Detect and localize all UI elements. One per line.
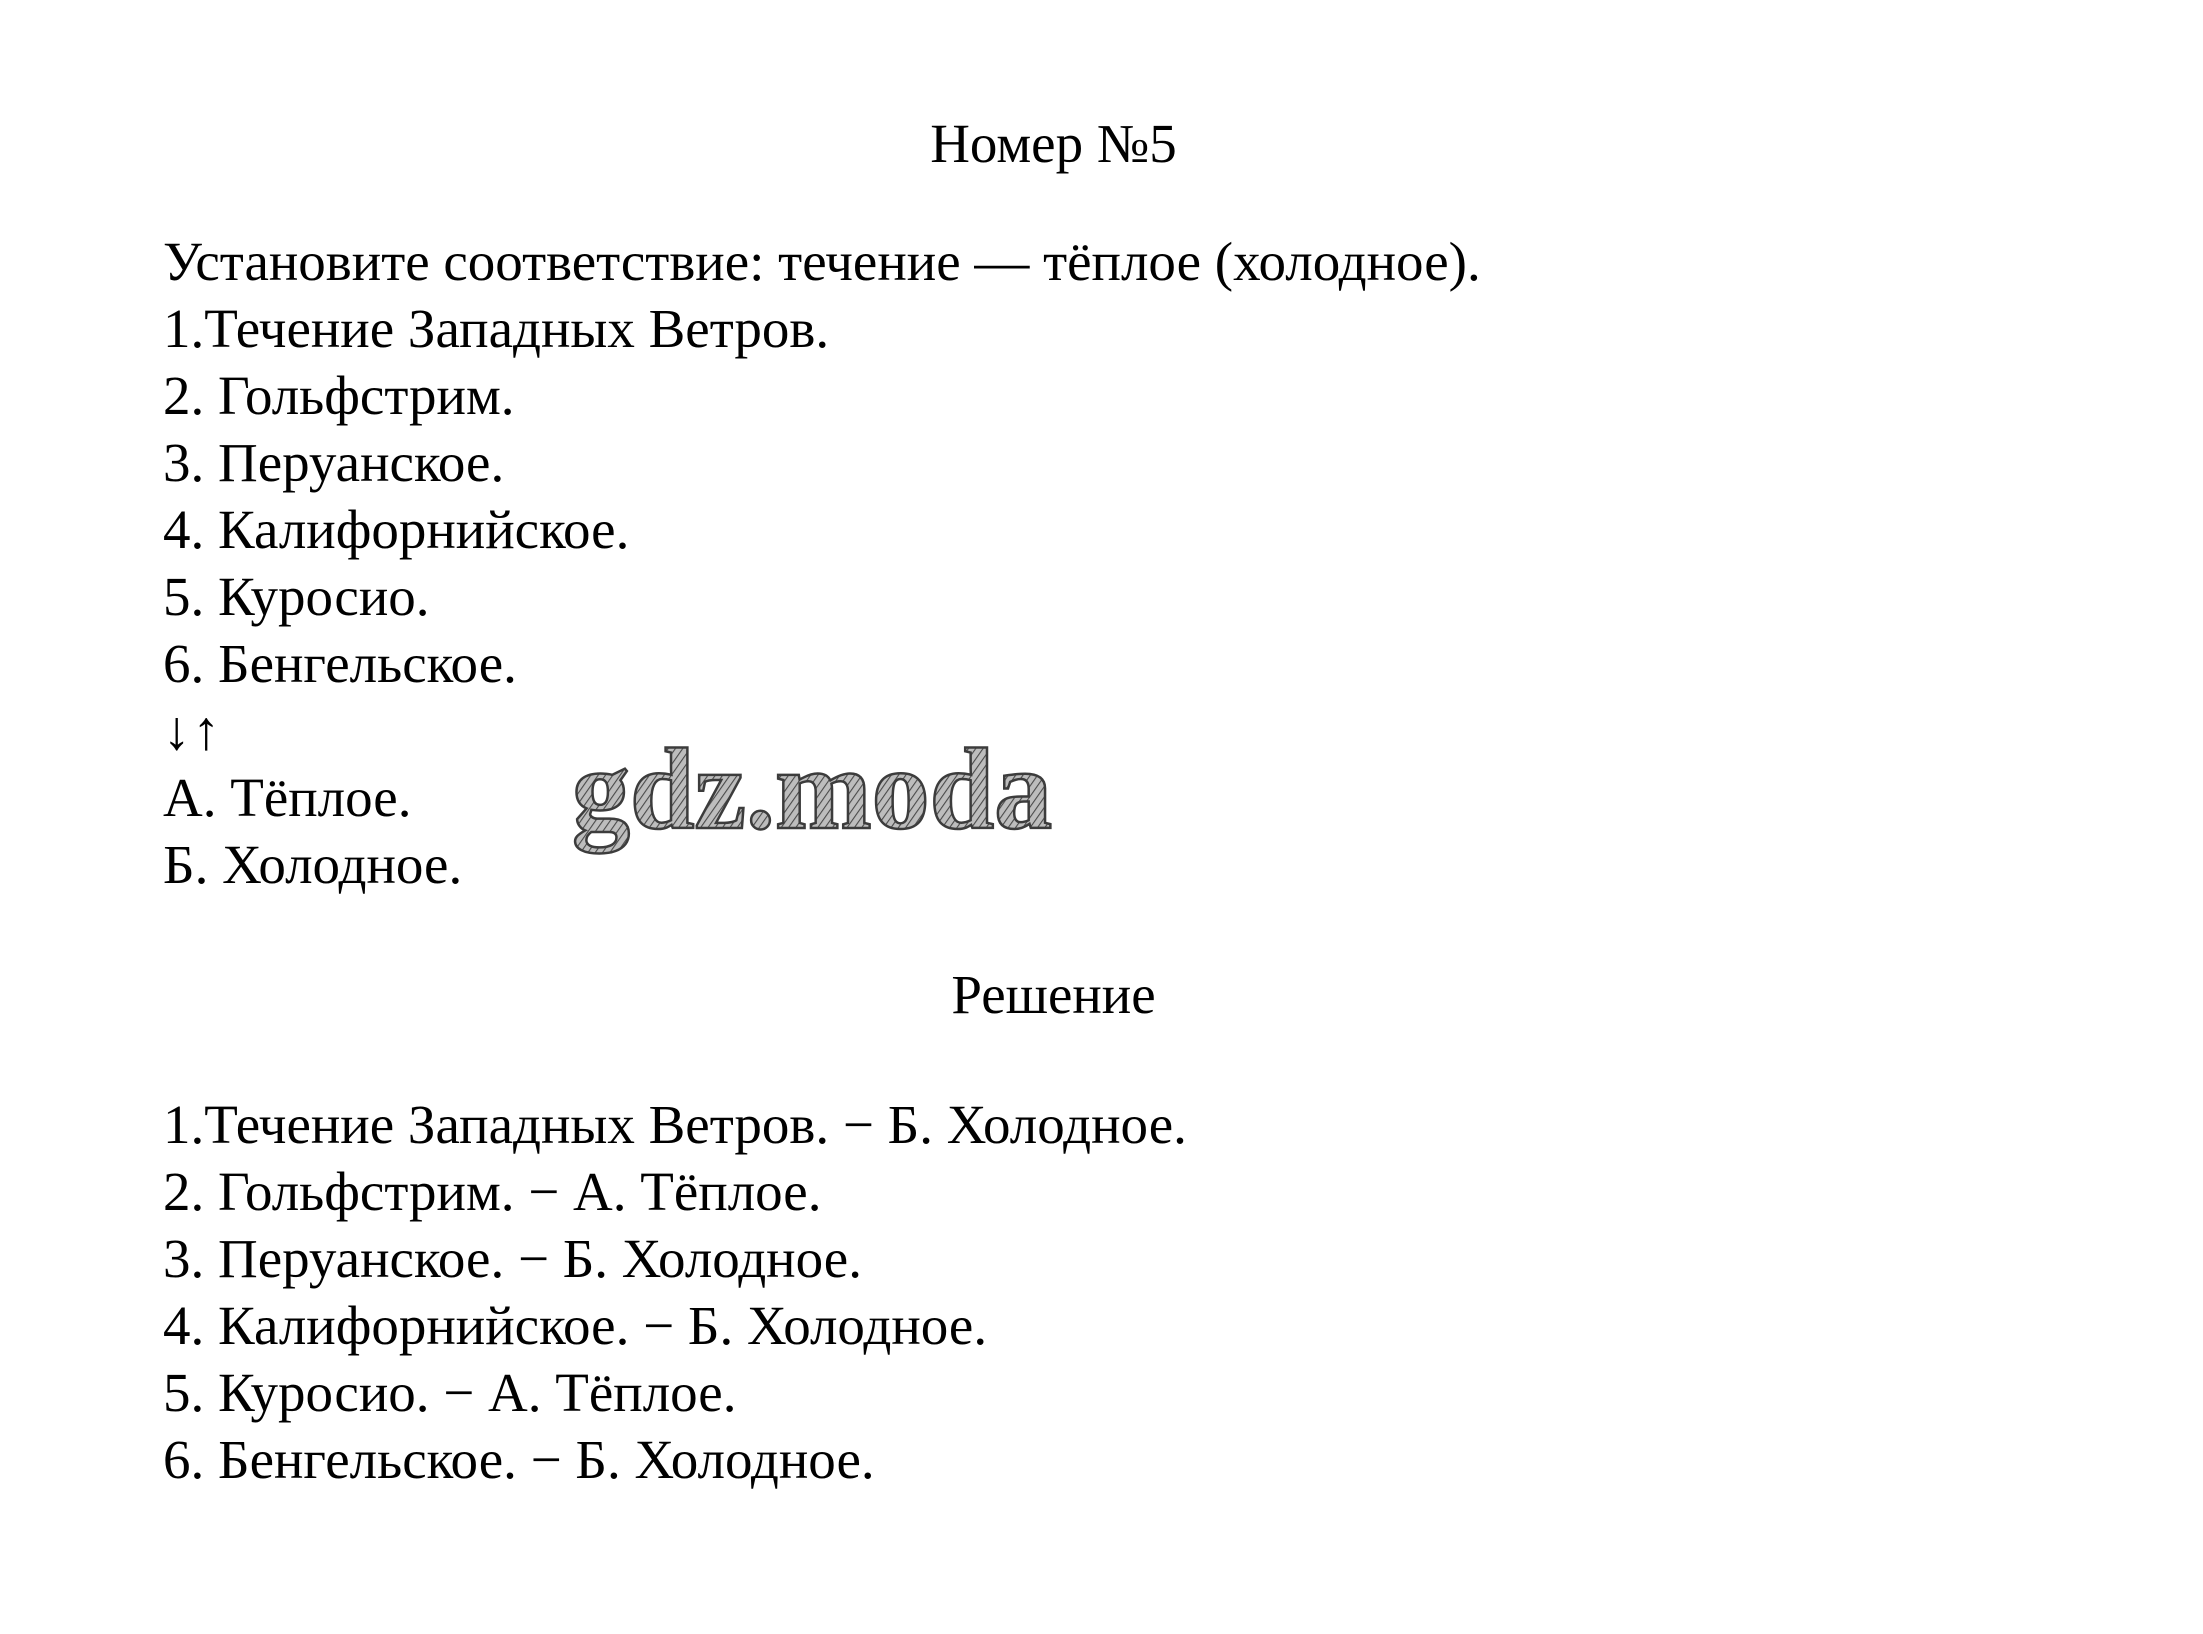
match-arrows: ↓↑ — [163, 700, 222, 761]
list-item: 5. Куросио. — [163, 566, 430, 627]
list-item: 6. Бенгельское. — [163, 633, 517, 694]
list-item: 4. Калифорнийское. — [163, 499, 630, 560]
answer-item: 5. Куросио. − А. Тёплое. — [163, 1362, 737, 1423]
option-item: А. Тёплое. — [163, 767, 412, 828]
problem-title: Номер №5 — [930, 113, 1177, 174]
watermark-logo — [566, 726, 1196, 876]
answer-item: 4. Калифорнийское. − Б. Холодное. — [163, 1295, 988, 1356]
solution-title: Решение — [951, 964, 1156, 1025]
list-item: 3. Перуанское. — [163, 432, 505, 493]
task-prompt: Установите соответствие: течение — тёплое (холодное). — [163, 231, 1481, 292]
list-item: 1.Течение Западных Ветров. — [163, 298, 830, 359]
option-item: Б. Холодное. — [163, 834, 463, 895]
solution-block — [163, 1091, 1187, 1493]
answer-item: 3. Перуанское. − Б. Холодное. — [163, 1228, 862, 1289]
watermark-graphic — [566, 726, 1196, 876]
answer-item: 1.Течение Западных Ветров. − Б. Холодное. — [163, 1094, 1187, 1155]
answer-item: 2. Гольфстрим. − А. Тёплое. — [163, 1161, 822, 1222]
list-item: 2. Гольфстрим. — [163, 365, 515, 426]
answer-item: 6. Бенгельское. − Б. Холодное. — [163, 1429, 875, 1490]
watermark-text: gdz.moda — [572, 726, 1053, 854]
